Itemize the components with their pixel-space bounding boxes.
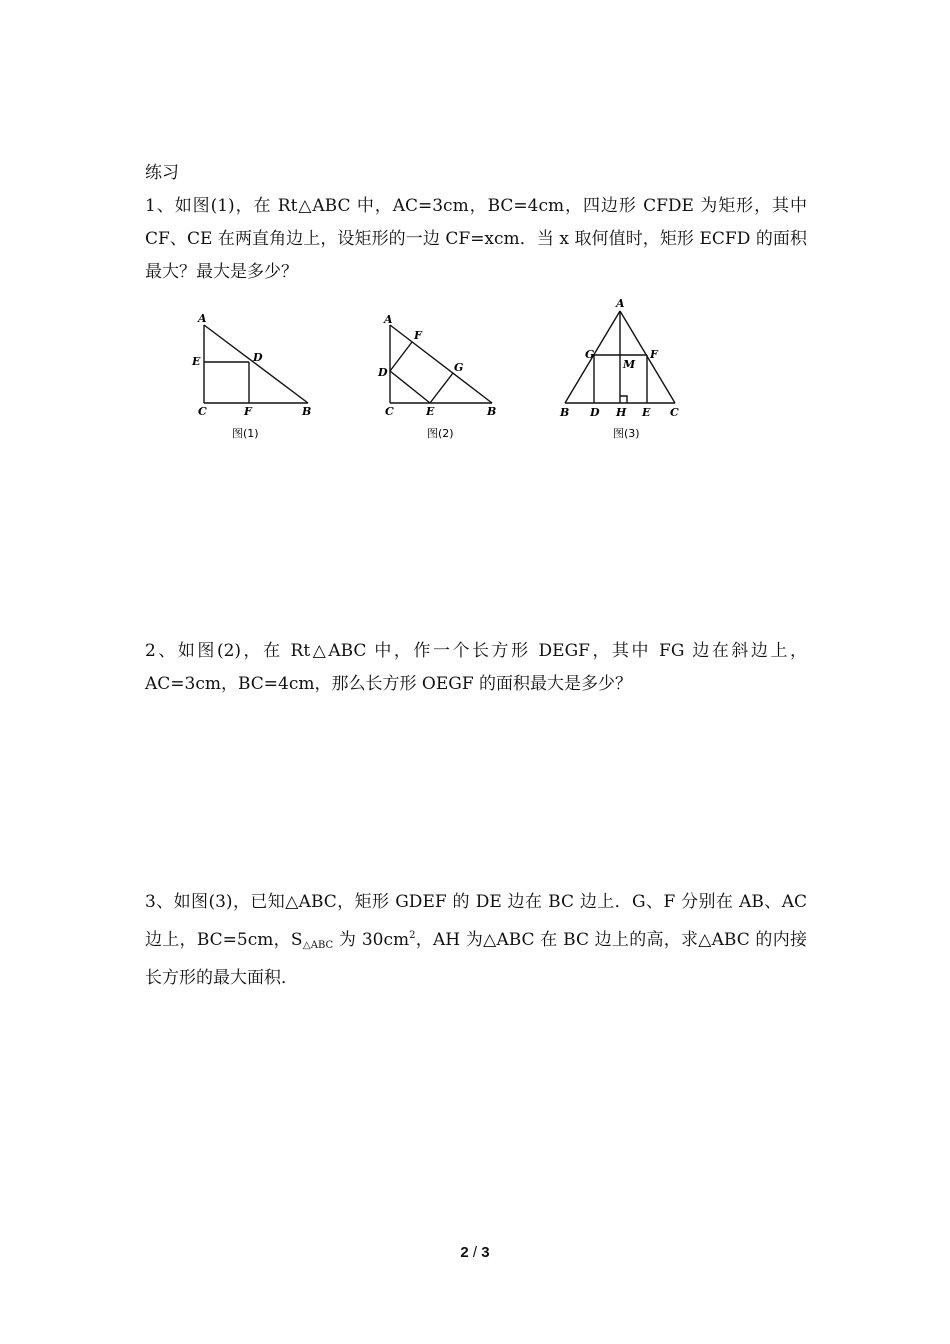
question-3-text-2: 为 30cm [333,930,410,950]
figure-2-diagram [390,325,492,403]
fig2-label-g: G [454,361,464,374]
fig2-label-b: B [487,405,497,418]
fig1-label-d: D [253,351,263,364]
fig2-label-e: E [426,405,435,418]
fig1-label-c: C [198,405,207,418]
question-1: 1、如图(1)，在 Rt△ABC 中，AC=3cm，BC=4cm，四边形 CFDE 为矩形，其中 CF、CE 在两直角边上，设矩形的一边 CF=xcm．当 x 取何值时，矩形 ECFD 的面积最大？最大是多少？ [145,196,807,282]
page-number [0,1244,950,1261]
question-3-superscript: 2 [409,930,416,941]
fig1-label-a: A [198,312,207,325]
fig3-label-c: C [670,406,679,419]
fig2-label-d: D [378,366,388,379]
fig2-label-c: C [385,405,394,418]
page-total: 3 [481,1244,490,1261]
fig3-label-d: D [590,406,600,419]
fig2-caption: 图(2) [427,427,454,440]
figures-row [180,295,700,445]
fig2-label-f: F [414,329,422,342]
question-3-subscript: △ABC [302,940,334,951]
question-3 [145,886,807,995]
page-separator: / [468,1244,482,1261]
fig3-label-m: M [623,358,636,371]
figures-svg [180,295,700,445]
fig1-label-b: B [302,405,312,418]
fig3-label-b: B [560,406,570,419]
question-3-text-3: ，AH 为△ABC 在 BC 边上的高，求△ABC 的内接长方形的最大面积． [145,930,807,988]
question-2: 2、如图(2)，在 Rt△ABC 中，作一个长方形 DEGF，其中 FG 边在斜边上，AC=3cm，BC=4cm，那么长方形 OEGF 的面积最大是多少？ [145,641,807,694]
fig1-label-f: F [244,405,252,418]
question-3-text-1: 3、如图(3)，已知△ABC，矩形 GDEF 的 DE 边在 BC 边上．G、F 分别在 AB、AC 边上，BC=5cm，S [145,892,807,950]
fig3-label-g: G [585,348,595,361]
fig2-label-a: A [384,313,393,326]
figure-1-diagram [204,325,308,403]
figure-3-diagram [565,311,675,403]
fig1-label-e: E [192,355,201,368]
fig1-caption: 图(1) [232,427,259,440]
fig3-label-h: H [616,406,627,419]
fig3-label-e: E [642,406,651,419]
fig3-label-a: A [616,297,625,310]
page-current: 2 [460,1244,469,1261]
fig3-caption: 图(3) [613,427,640,440]
fig3-label-f: F [650,348,658,361]
section-heading: 练习 [145,163,179,183]
